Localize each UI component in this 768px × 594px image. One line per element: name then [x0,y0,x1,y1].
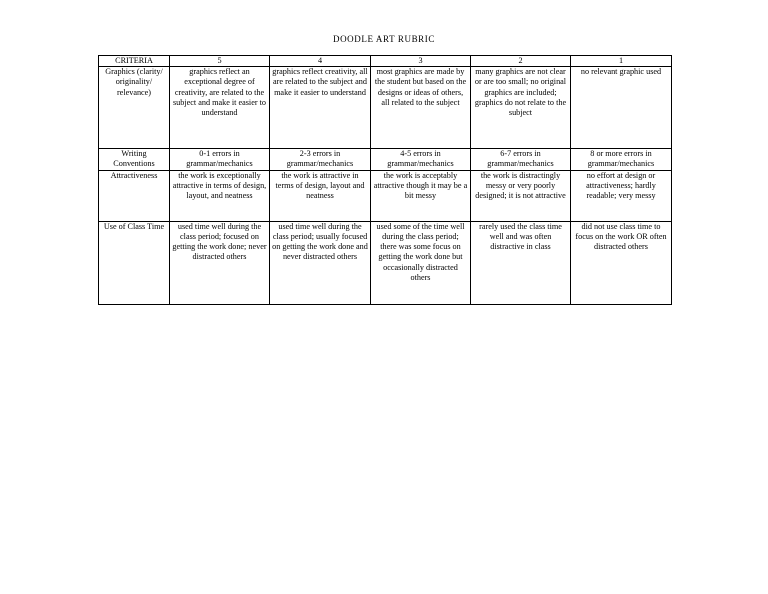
row-graphics [99,67,672,149]
criteria-cell: Graphics (clarity/ originality/ relevance) [99,67,170,149]
rubric-cell: used time well during the class period; focused on getting the work done; never distracted others [170,221,270,304]
rubric-cell: 8 or more errors in grammar/mechanics [571,149,672,171]
rubric-title: DOODLE ART RUBRIC [332,34,435,44]
header-score-2: 2 [471,56,571,67]
rubric-cell: graphics reflect an exceptional degree of creativity, are related to the subject and make it easier to understand [170,67,270,149]
rubric-cell: 6-7 errors in grammar/mechanics [471,149,571,171]
header-row [99,56,672,67]
row-attractiveness [99,170,672,221]
criteria-cell: Attractiveness [99,170,170,221]
rubric-cell: 4-5 errors in grammar/mechanics [371,149,471,171]
rubric-table [98,55,672,305]
rubric-cell: used time well during the class period; usually focused on getting the work done and never distracted others [270,221,371,304]
criteria-cell: Use of Class Time [99,221,170,304]
rubric-cell: no effort at design or attractiveness; hardly readable; very messy [571,170,672,221]
header-score-1: 1 [571,56,672,67]
rubric-cell: the work is attractive in terms of design, layout and neatness [270,170,371,221]
header-score-3: 3 [371,56,471,67]
rubric-cell: the work is acceptably attractive though it may be a bit messy [371,170,471,221]
row-writing-conventions [99,149,672,171]
rubric-cell: no relevant graphic used [571,67,672,149]
header-criteria: CRITERIA [99,56,170,67]
rubric-cell: most graphics are made by the student but based on the designs or ideas of others, all related to the subject [371,67,471,149]
rubric-cell: 0-1 errors in grammar/mechanics [170,149,270,171]
rubric-cell: rarely used the class time well and was often distractive in class [471,221,571,304]
header-score-5: 5 [170,56,270,67]
rubric-cell: graphics reflect creativity, all are related to the subject and make it easier to understand [270,67,371,149]
rubric-cell: the work is distractingly messy or very poorly designed; it is not attractive [471,170,571,221]
row-use-of-class-time [99,221,672,304]
rubric-cell: many graphics are not clear or are too small; no original graphics are included; graphics do not relate to the subject [471,67,571,149]
criteria-cell: Writing Conventions [99,149,170,171]
header-score-4: 4 [270,56,371,67]
rubric-cell: used some of the time well during the class period; there was some focus on getting the work done but occasionally distracted others [371,221,471,304]
rubric-cell: the work is exceptionally attractive in terms of design, layout, and neatness [170,170,270,221]
rubric-cell: did not use class time to focus on the work OR often distracted others [571,221,672,304]
rubric-cell: 2-3 errors in grammar/mechanics [270,149,371,171]
